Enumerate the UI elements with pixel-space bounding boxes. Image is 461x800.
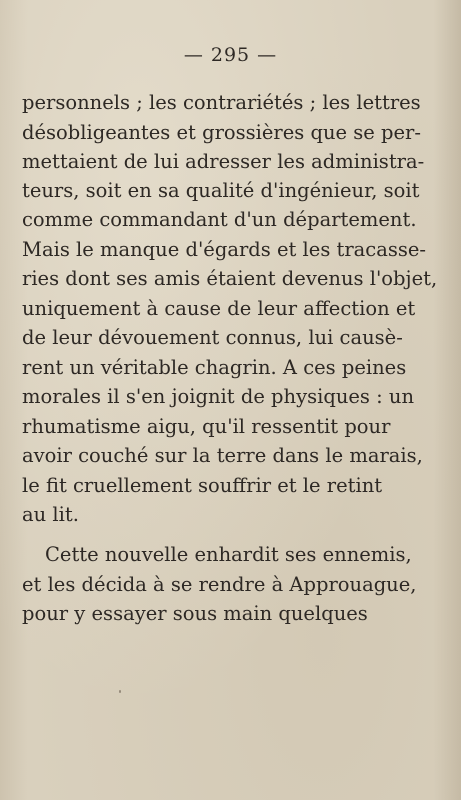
text-line: de leur dévouement connus, lui causè- (22, 326, 403, 349)
paper-speck (119, 690, 121, 693)
text-line: ries dont ses amis étaient devenus l'objet, (22, 267, 438, 290)
page-number: — 295 — (183, 44, 278, 66)
text-line: Cette nouvelle enhardit ses ennemis, (45, 543, 412, 566)
text-line: rhumatisme aigu, qu'il ressentit pour (22, 415, 391, 438)
text-line: morales il s'en joignit de physiques : un (22, 385, 415, 408)
text-line: personnels ; les contrariétés ; les lettres (22, 91, 421, 114)
text-line: désobligeantes et grossières que se per- (22, 121, 421, 144)
text-line: mettaient de lui adresser les administra- (22, 150, 425, 173)
text-line: au lit. (22, 503, 79, 526)
text-line: avoir couché sur la terre dans le marais, (22, 444, 423, 467)
text-line: comme commandant d'un département. (22, 208, 417, 231)
text-line: et les décida à se rendre à Approuague, (22, 573, 417, 596)
text-line: Mais le manque d'égards et les tracasse- (22, 238, 426, 261)
text-line: pour y essayer sous main quelques (22, 602, 368, 625)
text-line: le fit cruellement souffrir et le retint (22, 474, 383, 497)
text-line: rent un véritable chagrin. A ces peines (22, 356, 407, 379)
text-line: teurs, soit en sa qualité d'ingénieur, soit (22, 179, 420, 202)
text-line: uniquement à cause de leur affection et (22, 297, 416, 320)
